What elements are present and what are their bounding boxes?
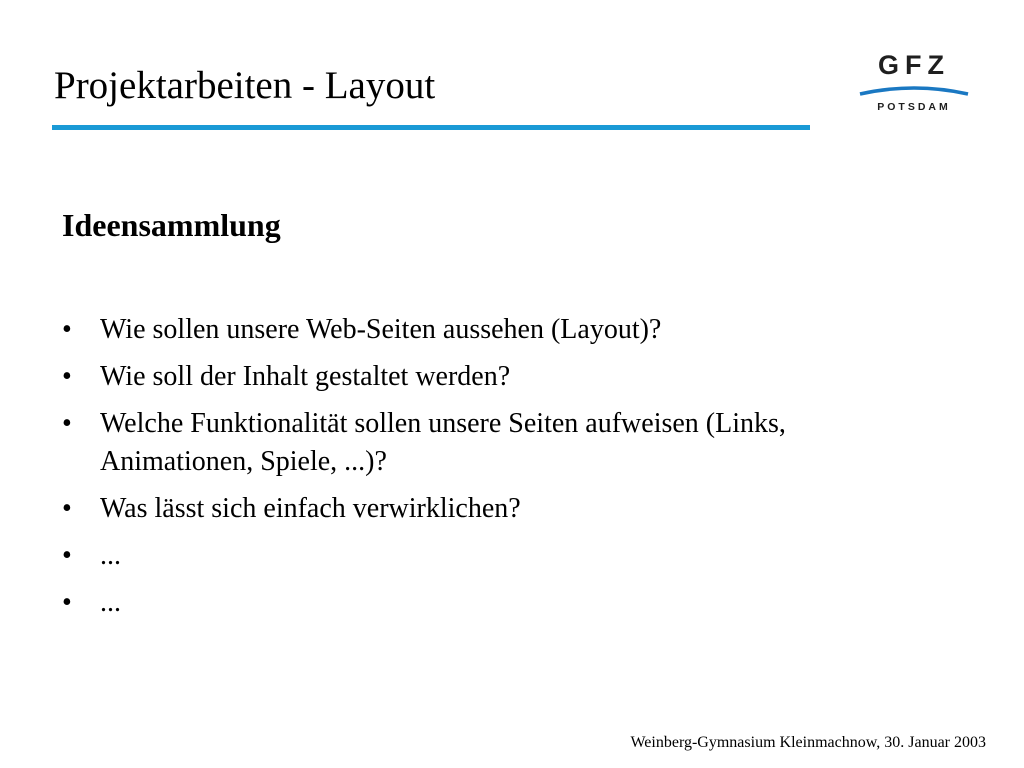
- bullet-text: ...: [100, 587, 121, 618]
- bullet-item: [62, 537, 922, 575]
- title-underline: [52, 125, 810, 130]
- gfz-potsdam-logo: [856, 48, 972, 118]
- logo-main-text: GFZ: [878, 50, 950, 80]
- bullet-text: Wie soll der Inhalt gestaltet werden?: [100, 361, 511, 392]
- bullet-text: ...: [100, 540, 121, 571]
- bullet-text: Welche Funktionalität sollen unsere Seiten aufweisen (Links, Animationen, Spiele, ...)?: [100, 408, 786, 477]
- bullet-item: [62, 584, 922, 622]
- bullet-icon: •: [62, 587, 72, 618]
- slide-title: Projektarbeiten - Layout: [54, 64, 436, 107]
- bullet-item: [62, 358, 922, 396]
- bullet-icon: •: [62, 540, 72, 571]
- bullet-icon: •: [62, 408, 72, 439]
- bullet-icon: •: [62, 361, 72, 392]
- logo-swoosh: [860, 88, 968, 94]
- slide-footer: Weinberg-Gymnasium Kleinmachnow, 30. Januar 2003: [630, 734, 986, 751]
- bullet-item: [62, 311, 922, 349]
- bullet-icon: •: [62, 314, 72, 345]
- bullet-text: Wie sollen unsere Web-Seiten aussehen (Layout)?: [100, 314, 662, 345]
- bullet-icon: •: [62, 493, 72, 524]
- section-heading: Ideensammlung: [62, 207, 281, 243]
- bullet-list: [62, 311, 922, 631]
- bullet-text: Was lässt sich einfach verwirklichen?: [100, 493, 521, 524]
- bullet-item: [62, 405, 922, 481]
- logo-sub-text: POTSDAM: [877, 101, 951, 113]
- bullet-item: [62, 490, 922, 528]
